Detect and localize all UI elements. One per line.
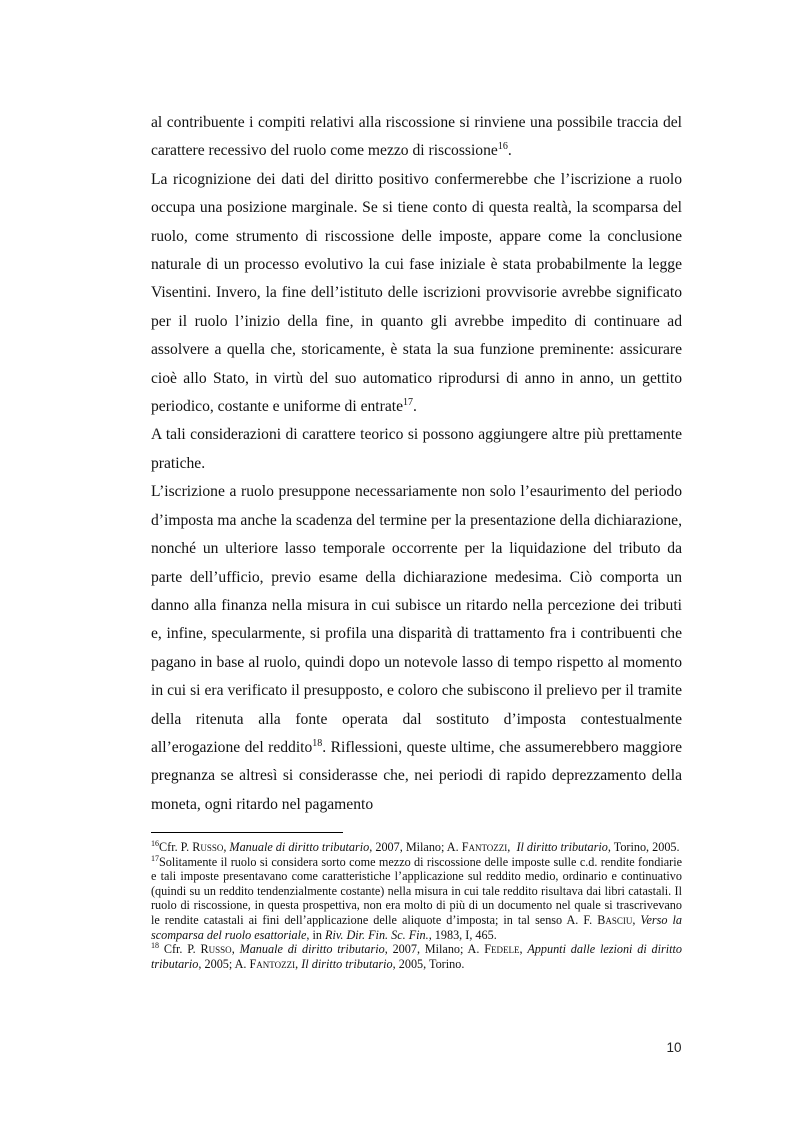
footnote-number: 18 [151,941,159,951]
footnote-text: , [507,840,517,854]
author-name: Russo [192,840,224,854]
author-name: Russo [200,942,232,957]
footnote-17 [151,855,682,943]
footnote-text: , 2007, Milano; A. [369,840,462,854]
footnote-text: , 1983, I, 465. [428,927,497,942]
footnote-text: , 2005; A. [198,956,250,971]
footnote-text: , 2005, Torino. [392,956,465,971]
paragraph-2 [151,166,682,422]
footnote-text: Cfr. P. [159,942,201,957]
footnote-separator [151,832,343,833]
paragraph-1-text: al contribuente i compiti relativi alla riscossione si rinviene una possibile traccia del carattere recessivo del ruolo come mezzo di riscossione [151,114,682,160]
paragraph-4-text: L’iscrizione a ruolo presuppone necessariamente non solo l’esaurimento del periodo d’imposta ma anche la scadenza del termine per la presentazione della dichiarazione, nonché un ulteriore lasso temporale occorrente per la liquidazione del tributo da parte dell’ufficio, previo esame della dichiarazione medesima. Ciò comporta un danno alla finanza nella misura in cui subisce un ritardo nella percezione dei tributi e, infine, specularmente, si profila una disparità di trattamento fra i contribuenti che pagano in base al ruolo, quindi dopo un notevole lasso di tempo rispetto al momento in cui si era verificato il presupposto, e coloro che subiscono il prelievo per il tramite della ritenuta alla fonte operata dal sostituto d’imposta contestualmente all’erogazione del reddito [151,483,682,756]
book-title: Appunti dalle lezioni di diritto tributario [151,942,683,971]
footnote-ref-16[interactable]: 16 [497,141,508,153]
footnote-16 [151,840,682,855]
footnote-number: 17 [151,853,159,863]
footnote-text: , in [306,927,326,942]
footnote-text: , [632,912,641,927]
author-name: Fantozzi [461,840,508,854]
paragraph-1 [151,109,682,166]
book-title: Il diritto tributario [301,956,393,971]
footnote-18 [151,942,682,971]
footnote-text: Cfr. P. [159,840,193,854]
author-name: Fantozzi [249,956,296,971]
author-name: Basciu [597,912,633,927]
footnote-ref-18[interactable]: 18 [312,737,323,749]
page-number: 10 [666,1040,682,1055]
footnotes [151,840,682,971]
paragraph-4 [151,478,682,819]
journal-title: Riv. Dir. Fin. Sc. Fin. [325,927,429,942]
paragraph-3 [151,421,682,478]
paragraph-4-text-continued: . Riflessioni, queste ultime, che assumerebbero maggiore pregnanza se altresì si considerasse che, nei periodi di rapido deprezzamento della moneta, ogni ritardo nel pagamento [151,738,682,813]
footnote-number: 16 [151,838,159,848]
book-title: Manuale di diritto tributario [229,840,370,854]
footnote-text: , [519,942,528,957]
footnote-text: , [295,956,302,971]
footnote-text: , [223,840,230,854]
footnote-text: , Torino, 2005. [607,840,680,854]
footnote-text: , 2007, Milano; A. [384,942,485,957]
paragraph-2-text: La ricognizione dei dati del diritto positivo confermerebbe che l’iscrizione a ruolo occupa una posizione marginale. Se si tiene conto di questa realtà, la scomparsa del ruolo, come strumento di riscossione delle imposte, appare come la conclusione naturale di un processo evolutivo la cui fase iniziale è stata probabilmente la legge Visentini. Invero, la fine dell’istituto delle iscrizioni provvisorie avrebbe significato per il ruolo l’inizio della fine, in quanto gli avrebbe impedito di continuare ad assolvere a quella che, storicamente, è stata la sua funzione preminente: assicurare cioè allo Stato, in virtù del suo automatico riprodursi di anno in anno, un gettito periodico, costante e uniforme di entrate [151,170,682,416]
book-title: Il diritto tributario [516,840,608,854]
author-name: Fedele [484,942,520,957]
paragraph-3-text: A tali considerazioni di carattere teorico si possono aggiungere altre più prettamente pratiche. [151,426,682,472]
footnote-text: , [231,942,240,957]
paragraph-2-end: . [413,398,417,416]
paragraph-1-end: . [507,142,512,160]
book-title: Manuale di diritto tributario [239,942,385,957]
body-text [151,109,682,819]
footnote-ref-17[interactable]: 17 [403,396,413,408]
footnote-text: Solitamente il ruolo si considera sorto come mezzo di riscossione delle imposte sulle c.d. rendite fondiarie e tali imposte presentavano come caratteristiche l’applicazione sul reddito medio, ordinario e continuativo (quindi su un reddito tendenzialmente costante) nella misura in cui tale reddito risultava dai libri catastali. Il ruolo di riscossione, in questa prospettiva, non era molto di più di un documento nel quale si trascrivevano le rendite catastali ai fini dell’applicazione delle aliquote d’imposta; in tal senso A. F. [151,854,682,927]
article-title: Verso la scomparsa del ruolo esattoriale [151,912,682,942]
